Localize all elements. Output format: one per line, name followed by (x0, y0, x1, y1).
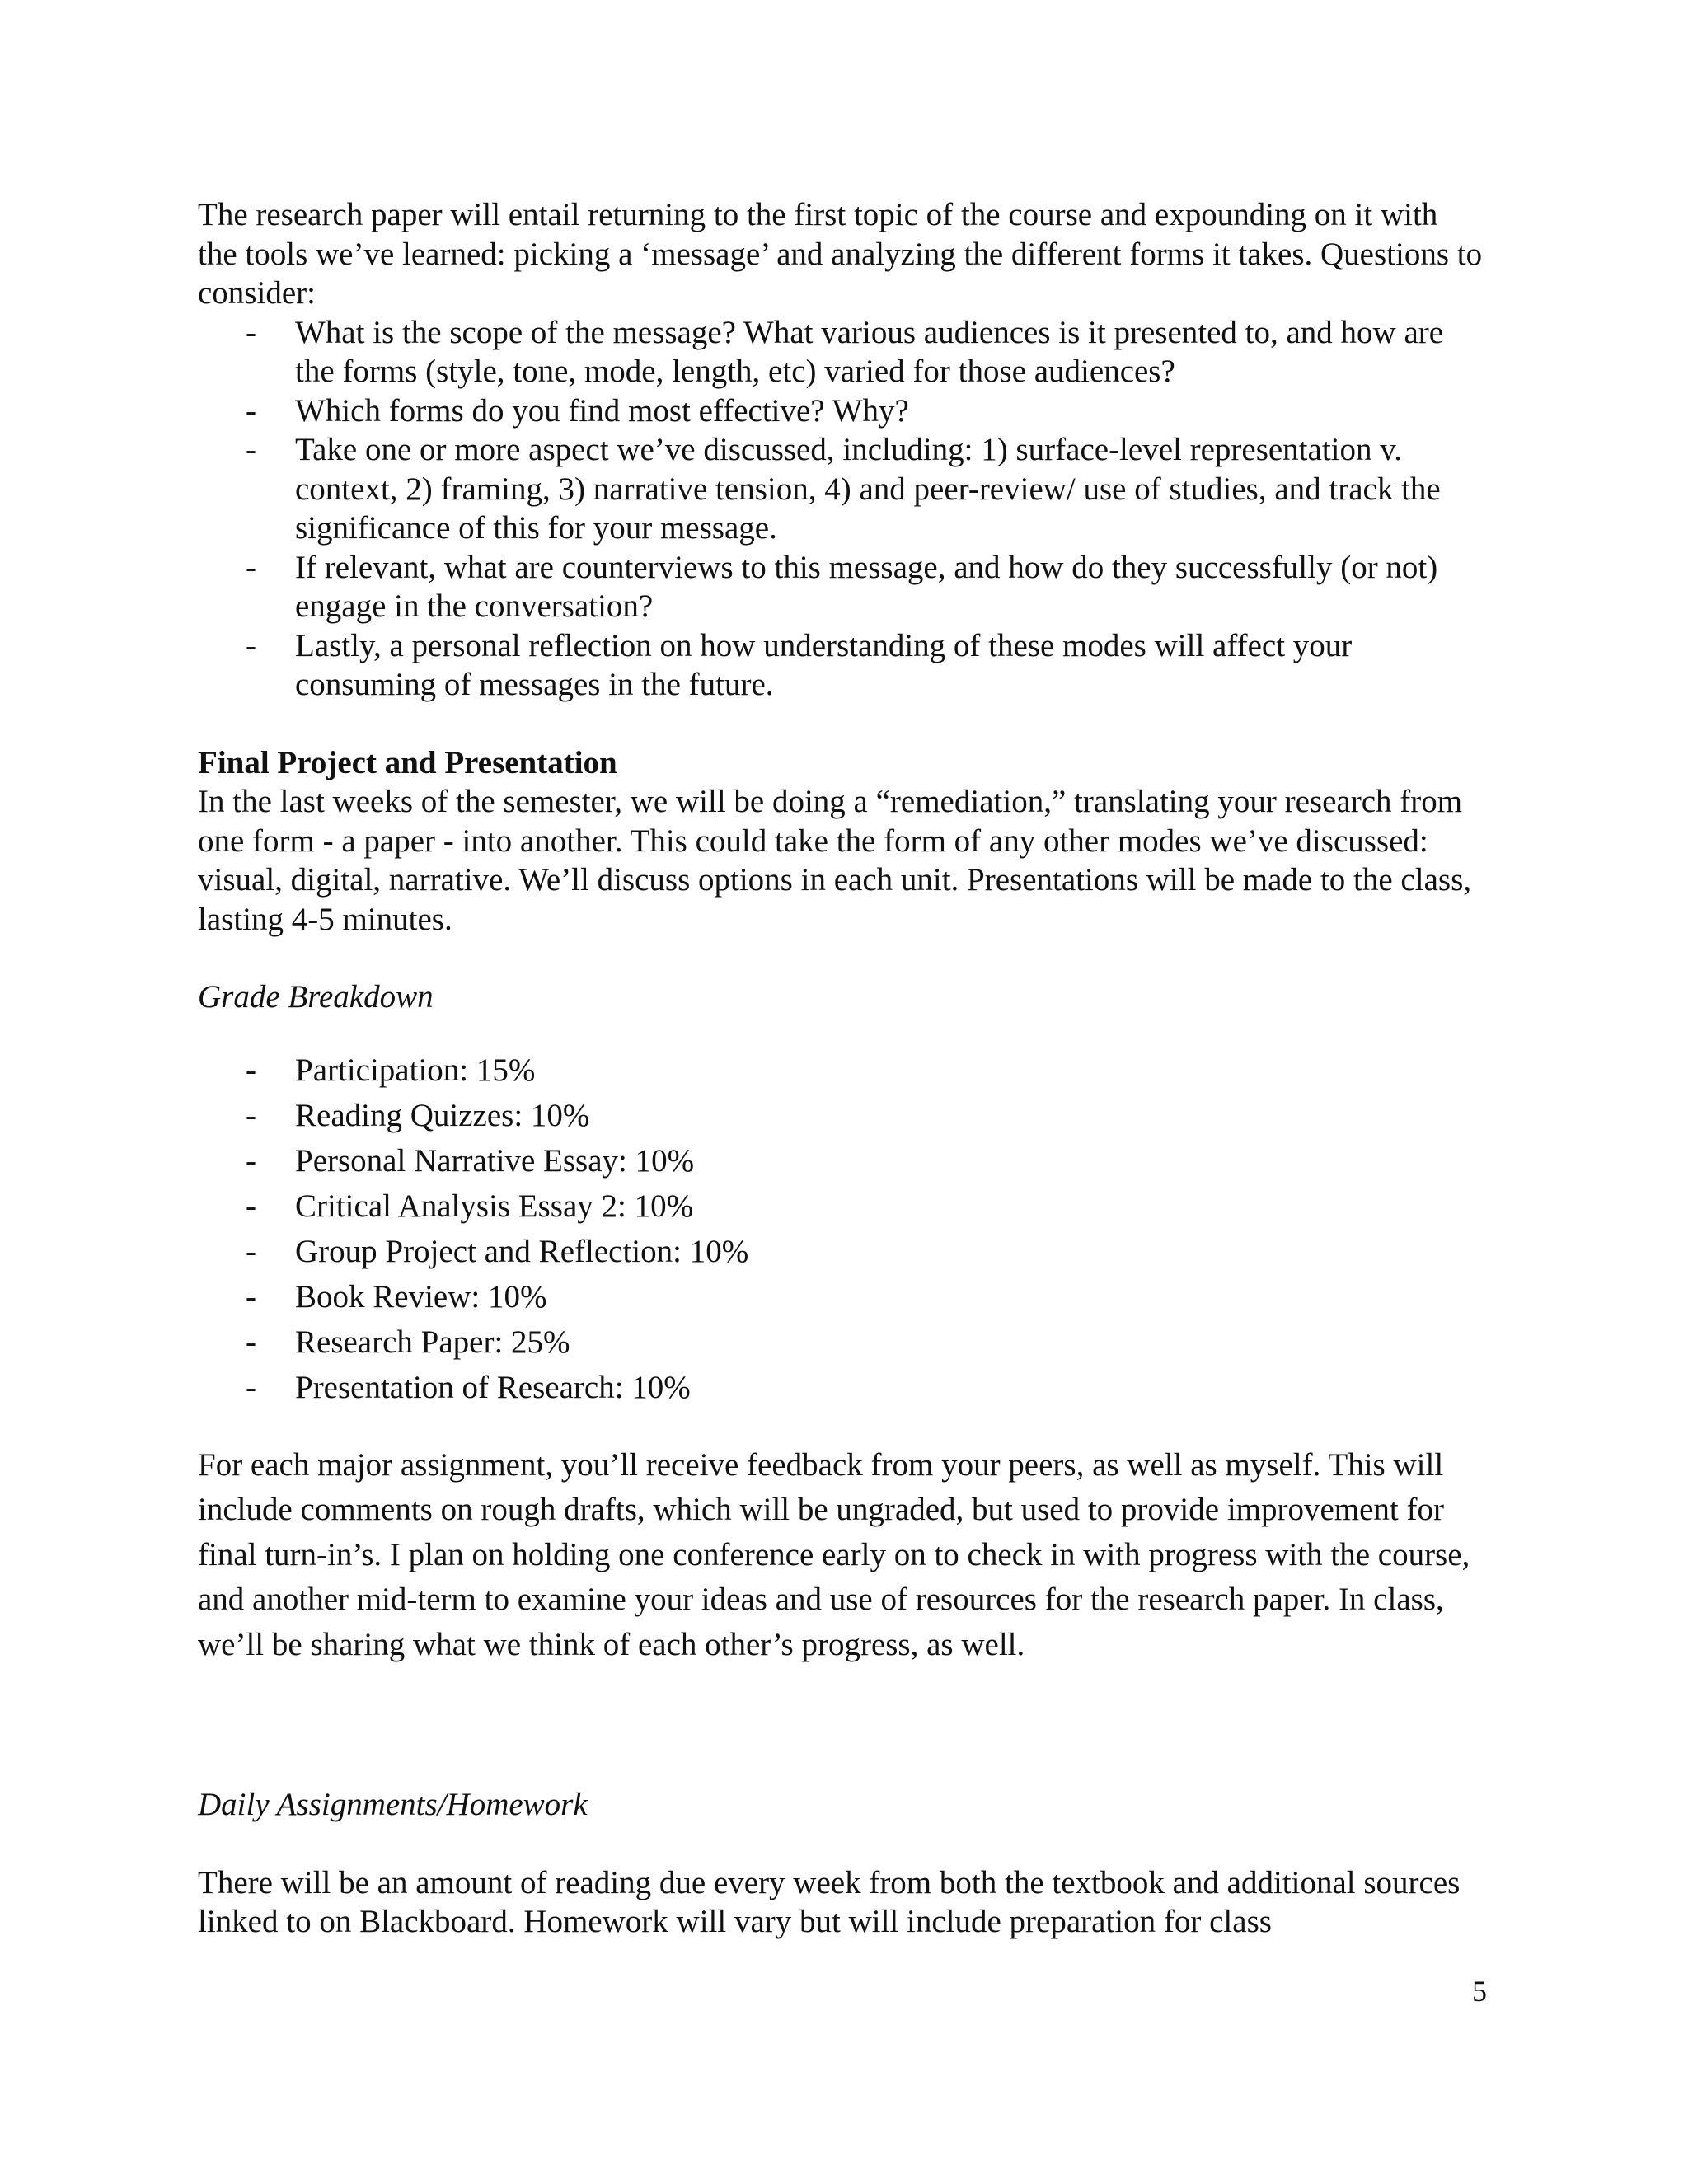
daily-assignments-heading: Daily Assignments/Homework (198, 1787, 588, 1822)
list-item (198, 626, 1484, 705)
dash-bullet: - (246, 392, 256, 429)
dash-bullet: - (246, 1097, 256, 1133)
dash-bullet: - (246, 1142, 256, 1179)
question-text: If relevant, what are counterviews to this message, and how do they successfully (or not) engage in the conversation? (295, 549, 1438, 624)
dash-bullet: - (246, 1188, 256, 1224)
grade-item: Reading Quizzes: 10% (295, 1097, 590, 1133)
final-project-paragraph: In the last weeks of the semester, we will be doing a “remediation,” translating your research from one form - a paper - into another. This could take the form of any other modes we’ve discussed: visual, digital, narrative. We’ll discuss options in each unit. Presentations will be made to the class, lasting 4-5 minutes. (198, 784, 1471, 937)
final-project-heading: Final Project and Presentation (198, 744, 617, 780)
dash-bullet: - (246, 549, 256, 585)
question-text: Take one or more aspect we’ve discussed, including: 1) surface-level representation v. context, 2) framing, 3) narrative tension, 4) and peer-review/ use of studies, and track the significance of this for your message. (295, 432, 1441, 546)
list-item (198, 1138, 1484, 1183)
grade-item: Personal Narrative Essay: 10% (295, 1142, 695, 1179)
dash-bullet: - (246, 1052, 256, 1088)
dash-bullet: - (246, 1369, 256, 1405)
list-item (198, 1093, 1484, 1138)
grade-breakdown-heading: Grade Breakdown (198, 979, 434, 1015)
grade-item: Presentation of Research: 10% (295, 1369, 691, 1405)
grade-item: Critical Analysis Essay 2: 10% (295, 1188, 694, 1224)
research-questions-list (198, 313, 1484, 705)
list-item (198, 391, 1484, 431)
list-item (198, 430, 1484, 548)
list-item (198, 313, 1484, 391)
page-number: 5 (1472, 1975, 1487, 2008)
list-item (198, 1274, 1484, 1319)
dash-bullet: - (246, 432, 256, 467)
daily-assignments-paragraph: There will be an amount of reading due every week from both the textbook and additional sources linked to on Blackboard. Homework will vary but will include preparation for class (198, 1864, 1461, 1939)
list-item (198, 1319, 1484, 1365)
dash-bullet: - (246, 314, 256, 350)
question-text: What is the scope of the message? What various audiences is it presented to, and how are the forms (style, tone, mode, length, etc) varied for those audiences? (295, 314, 1444, 389)
grade-breakdown-list (198, 1047, 1484, 1410)
list-item (198, 1047, 1484, 1093)
dash-bullet: - (246, 1324, 256, 1360)
feedback-paragraph: For each major assignment, you’ll receive feedback from your peers, as well as myself. This will include comments on rough drafts, which will be ungraded, but used to provide improvement for final turn-in’s. I plan on holding one conference early on to check in with progress with the course, and another mid-term to examine your ideas and use of resources for the research paper. In class, we’ll be sharing what we think of each other’s progress, as well. (198, 1446, 1470, 1662)
grade-item: Research Paper: 25% (295, 1324, 570, 1360)
question-text: Lastly, a personal reflection on how understanding of these modes will affect your consuming of messages in the future. (295, 627, 1353, 702)
list-item (198, 1365, 1484, 1410)
grade-item: Participation: 15% (295, 1052, 536, 1088)
grade-item: Book Review: 10% (295, 1278, 547, 1315)
list-item (198, 1229, 1484, 1274)
list-item (198, 1183, 1484, 1229)
dash-bullet: - (246, 1278, 256, 1315)
grade-item: Group Project and Reflection: 10% (295, 1233, 749, 1269)
dash-bullet: - (246, 627, 256, 663)
dash-bullet: - (246, 1233, 256, 1269)
question-text: Which forms do you find most effective? Why? (295, 392, 909, 429)
list-item (198, 548, 1484, 626)
research-paper-intro: The research paper will entail returning to the first topic of the course and expounding on it with the tools we’ve learned: picking a ‘message’ and analyzing the different forms it takes. Questions to consider: (198, 197, 1483, 311)
page-content (198, 195, 1484, 1942)
